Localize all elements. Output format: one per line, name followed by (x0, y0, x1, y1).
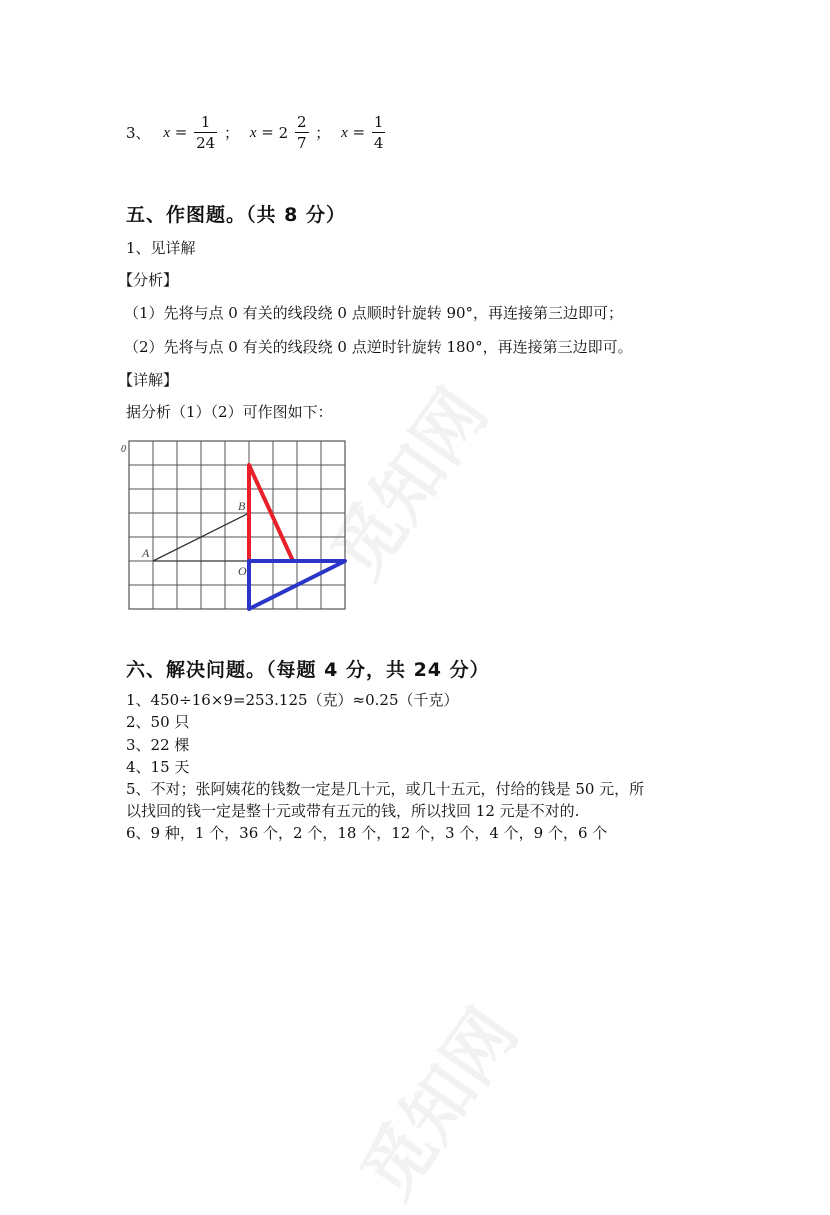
detail-tag: 【详解】 (118, 371, 179, 389)
fraction (372, 112, 386, 153)
answer-3-equations (126, 112, 387, 153)
grid (129, 441, 345, 609)
analysis-step-1: （1）先将与点 0 有关的线段绕 0 点顺时针旋转 90°，再连接第三边即可； (124, 304, 624, 322)
numerator: 1 (194, 112, 217, 133)
equals-sign: = (352, 123, 366, 141)
section-6-answer-4: 4、15 天 (126, 758, 190, 776)
point-label-o: O (238, 564, 247, 578)
watermark: 觅知网 (345, 994, 534, 1214)
tick-mark: 0 (121, 444, 126, 455)
section-5-title: 五、作图题。（共 8 分） (126, 204, 346, 226)
denominator: 7 (296, 134, 307, 152)
section-6-answer-3: 3、22 棵 (126, 736, 190, 754)
analysis-step-2: （2）先将与点 0 有关的线段绕 0 点逆时针旋转 180°，再连接第三边即可。 (124, 338, 633, 356)
item-label: 3、 (126, 124, 151, 142)
point-label-a: A (142, 546, 150, 560)
mixed-whole: 2 (278, 124, 289, 142)
denominator: 24 (196, 134, 216, 152)
section-6-answer-5-line-2: 以找回的钱一定是整十元或带有五元的钱，所以找回 12 元是不对的. (126, 802, 580, 820)
section-6-title: 六、解决问题。（每题 4 分，共 24 分） (126, 659, 490, 681)
section-5-answer-1: 1、见详解 (126, 239, 196, 257)
watermark: 觅知网 (315, 374, 504, 594)
analysis-tag: 【分析】 (118, 271, 179, 289)
section-6-answer-5-line-1: 5、不对；张阿姨花的钱数一定是几十元，或几十五元，付给的钱是 50 元，所 (126, 780, 645, 798)
denominator: 4 (373, 134, 384, 152)
variable: x (163, 125, 170, 141)
fraction (194, 112, 217, 153)
numerator: 2 (296, 113, 307, 131)
rotation-figure (120, 438, 352, 614)
section-6-answer-6: 6、9 种，1 个，36 个，2 个，18 个，12 个，3 个，4 个，9 个，6 个 (126, 824, 608, 842)
section-6-answer-1: 1、450÷16×9=253.125（克）≈0.25（千克） (126, 691, 459, 709)
separator: ； (315, 124, 331, 142)
variable: x (341, 125, 348, 141)
equals-sign: = (174, 123, 188, 141)
fraction (295, 112, 309, 153)
point-label-b: B (238, 499, 246, 513)
separator: ； (224, 124, 240, 142)
variable: x (249, 125, 257, 141)
detail-text: 据分析（1）（2）可作图如下： (126, 403, 333, 421)
numerator: 1 (373, 113, 384, 131)
section-6-answer-2: 2、50 只 (126, 713, 190, 731)
equals-sign: = (261, 123, 274, 141)
